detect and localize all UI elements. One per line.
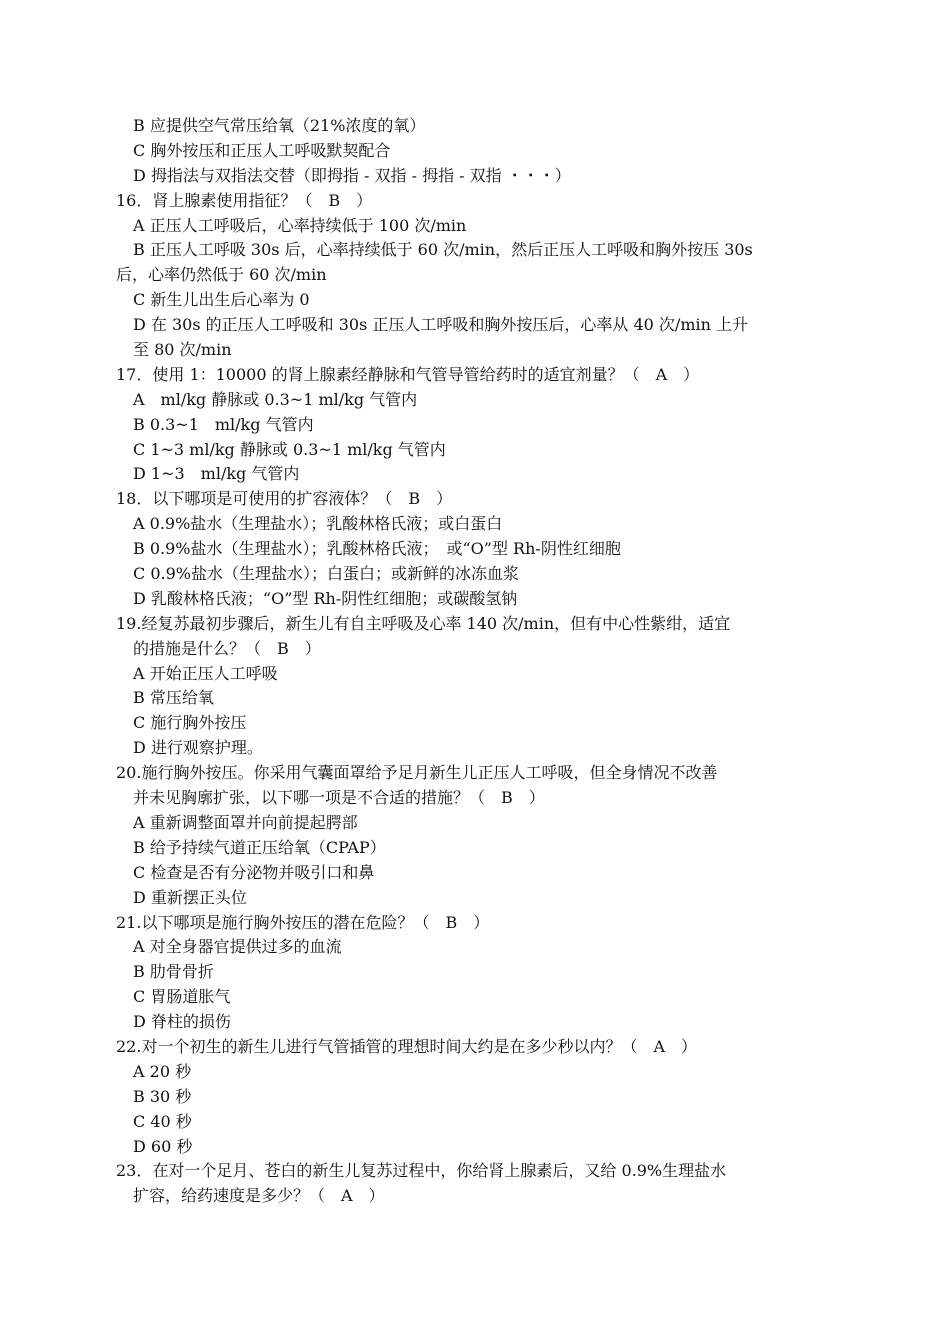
answer-option: D 脊柱的损伤 [133, 1012, 231, 1032]
answer-option: B 正压人工呼吸 30s 后，心率持续低于 60 次/min，然后正压人工呼吸和胸外按压 30s [133, 240, 753, 260]
question-text: 23．在对一个足月、苍白的新生儿复苏过程中，你给肾上腺素后，又给 0.9%生理盐水 [116, 1161, 727, 1181]
question-text: 17．使用 1：10000 的肾上腺素经静脉和气管导管给药时的适宜剂量？（ A ） [116, 364, 700, 384]
text-continuation: 后，心率仍然低于 60 次/min [116, 265, 327, 285]
answer-option: D 乳酸林格氏液；“O”型 Rh-阴性红细胞；或碳酸氢钠 [133, 588, 518, 608]
answer-option: C 施行胸外按压 [133, 713, 247, 733]
answer-option: C 新生儿出生后心率为 0 [133, 290, 310, 310]
answer-option: A 0.9%盐水（生理盐水）；乳酸林格氏液；或白蛋白 [133, 514, 503, 534]
question-text: 21.以下哪项是施行胸外按压的潜在危险？（ B ） [116, 912, 490, 932]
answer-option: B 30 秒 [133, 1086, 192, 1106]
text-continuation: 扩容，给药速度是多少？（ A ） [133, 1186, 385, 1206]
answer-option: B 0.9%盐水（生理盐水）；乳酸林格氏液； 或“O”型 Rh-阴性红细胞 [133, 539, 621, 559]
answer-option: A 重新调整面罩并向前提起腭部 [133, 812, 358, 832]
document-page [0, 114, 950, 1209]
answer-option: D 进行观察护理。 [133, 738, 263, 758]
answer-option: A 正压人工呼吸后，心率持续低于 100 次/min [133, 215, 467, 235]
answer-option: B 应提供空气常压给氧（21%浓度的氧） [133, 116, 426, 135]
question-text: 19.经复苏最初步骤后，新生儿有自主呼吸及心率 140 次/min，但有中心性紫绀，适宜 [116, 613, 731, 633]
answer-option: D 拇指法与双指法交替（即拇指 - 双指 - 拇指 - 双指 ・・・） [133, 165, 571, 185]
answer-option: B 0.3~1 ml/kg 气管内 [133, 414, 314, 434]
answer-option: B 肋骨骨折 [133, 962, 214, 982]
question-text: 18．以下哪项是可使用的扩容液体？（ B ） [116, 489, 453, 509]
answer-option: D 重新摆正头位 [133, 887, 247, 907]
text-continuation: 至 80 次/min [133, 340, 232, 360]
answer-option: C 0.9%盐水（生理盐水）；白蛋白；或新鲜的冰冻血浆 [133, 564, 519, 584]
answer-option: A 开始正压人工呼吸 [133, 663, 278, 683]
answer-option: B 给予持续气道正压给氧（CPAP） [133, 837, 386, 857]
answer-option: A 20 秒 [133, 1061, 192, 1081]
answer-option: C 1~3 ml/kg 静脉或 0.3~1 ml/kg 气管内 [133, 439, 446, 459]
answer-option: B 常压给氧 [133, 688, 214, 708]
answer-option: A 对全身器官提供过多的血流 [133, 937, 342, 957]
text-continuation: 的措施是什么？（ B ） [133, 638, 321, 658]
answer-option: C 40 秒 [133, 1111, 192, 1131]
question-text: 22.对一个初生的新生儿进行气管插管的理想时间大约是在多少秒以内？（ A ） [116, 1036, 698, 1056]
answer-option: D 在 30s 的正压人工呼吸和 30s 正压人工呼吸和胸外按压后，心率从 40 次/min 上升 [133, 315, 749, 335]
question-text: 20.施行胸外按压。你采用气囊面罩给予足月新生儿正压人工呼吸，但全身情况不改善 [116, 763, 718, 783]
question-text: 16．肾上腺素使用指征？（ B ） [116, 190, 373, 210]
text-continuation: 并未见胸廓扩张，以下哪一项是不合适的措施？（ B ） [133, 788, 545, 808]
answer-option: C 检查是否有分泌物并吸引口和鼻 [133, 862, 375, 882]
answer-option: D 1~3 ml/kg 气管内 [133, 464, 300, 484]
answer-option: A ml/kg 静脉或 0.3~1 ml/kg 气管内 [133, 389, 418, 409]
answer-option: C 胃肠道胀气 [133, 987, 231, 1007]
answer-option: C 胸外按压和正压人工呼吸默契配合 [133, 140, 391, 160]
answer-option: D 60 秒 [133, 1136, 193, 1156]
